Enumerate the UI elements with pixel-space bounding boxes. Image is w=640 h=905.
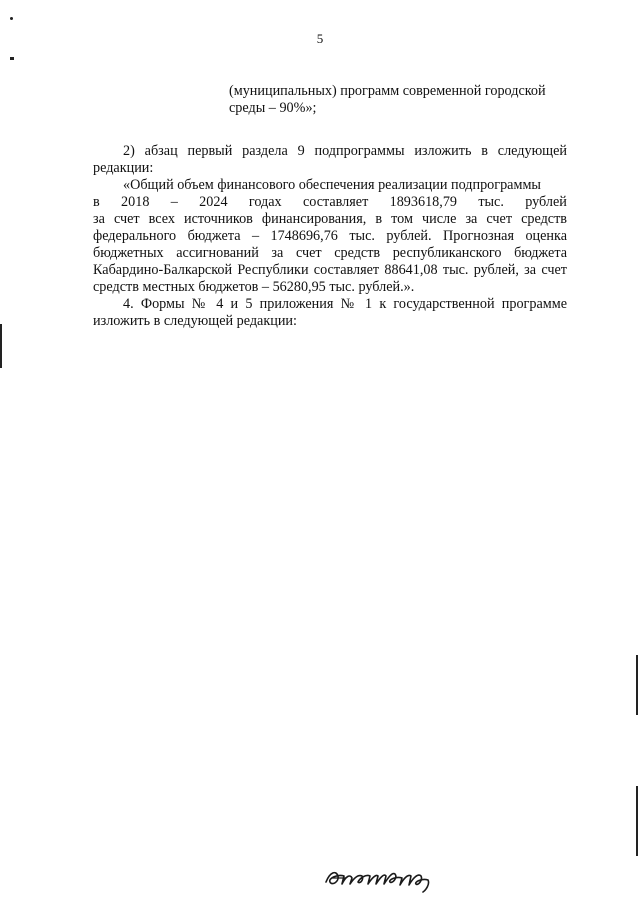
quote-word: годах [248, 194, 282, 210]
scan-artifact-mark [10, 57, 14, 60]
scan-artifact-left-bar [0, 324, 2, 368]
quoted-paragraph [93, 177, 567, 296]
scan-artifact-right-bar-upper [636, 655, 638, 715]
previous-item-tail [229, 83, 577, 117]
quote-line-2 [93, 194, 567, 211]
quote-word: рублей [525, 194, 567, 210]
tail-line-1-text: (муниципальных) программ современной городской [229, 83, 546, 99]
quote-line-1: «Общий объем финансового обеспечения реализации подпрограммы [123, 177, 541, 193]
quote-word: 1893618,79 [389, 194, 457, 210]
quote-word: 2018 [121, 194, 150, 210]
scan-artifact-dot [10, 17, 13, 20]
quote-word: тыс. [478, 194, 504, 210]
tail-line-1 [229, 83, 577, 100]
quote-word: 2024 [199, 194, 228, 210]
item-2-paragraph: 2) абзац первый раздела 9 подпрограммы изложить в следующей редакции: [93, 143, 567, 176]
quote-word: составляет [302, 194, 369, 210]
quote-word: – [170, 194, 178, 210]
scan-artifact-right-bar-lower [636, 786, 638, 856]
tail-line-2: среды – 90%»; [229, 100, 317, 116]
signature-image [322, 858, 442, 894]
item-4-paragraph: 4. Формы № 4 и 5 приложения № 1 к государственной программе изложить в следующей редакции: [93, 296, 567, 329]
page-number: 5 [316, 31, 324, 46]
quote-word: в [93, 194, 100, 210]
quote-rest: за счет всех источников финансирования, в том числе за счет средств федерального бюджета – 1748696,76 тыс. рублей. Прогнозная оценка бюджетных ассигнований за счет средств республиканского бюджета Кабардино-Балкарской Республики составляет 88641,08 тыс. рублей, за счет средств местных бюджетов – 56280,95 тыс. рублей.». [93, 211, 567, 295]
